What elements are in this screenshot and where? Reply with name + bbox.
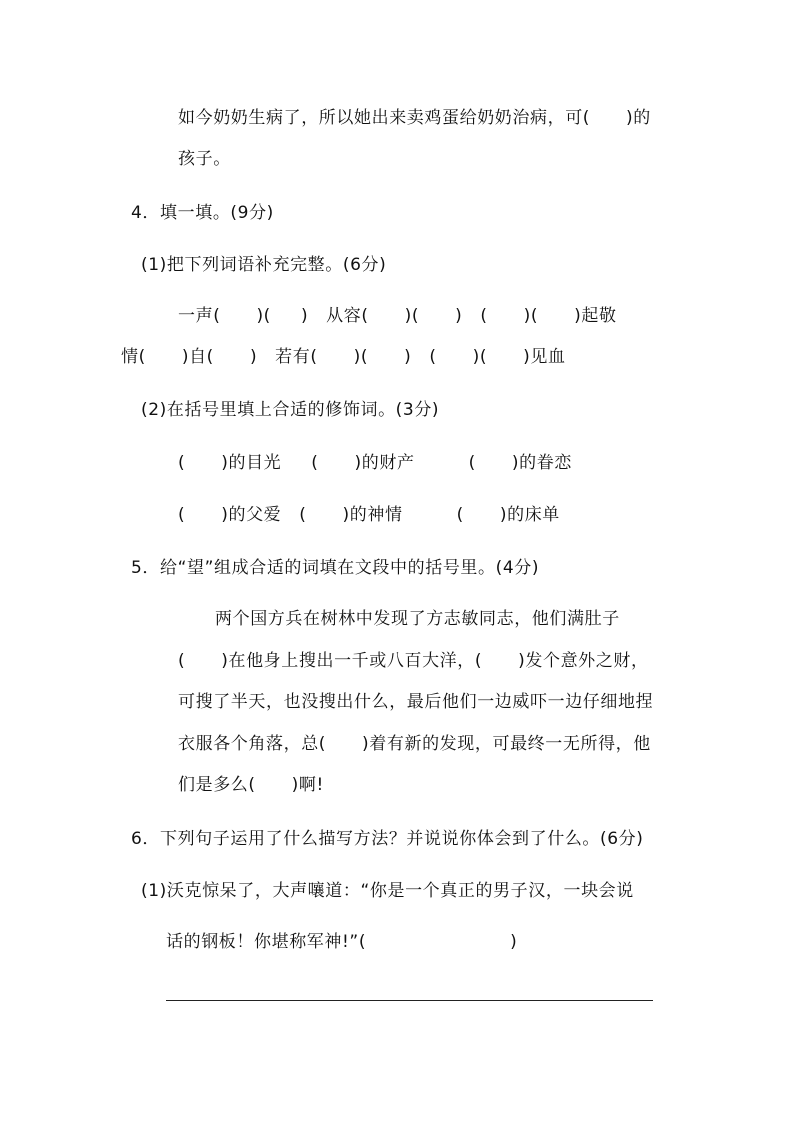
paragraph-line: 可搜了半天，也没搜出什么，最后他们一边威吓一边仔细地捏 — [178, 692, 654, 712]
text-line: 孩子。 — [178, 149, 231, 169]
question-4-2-title: (2)在括号里填上合适的修饰词。(3分) — [141, 400, 440, 420]
answer-blank-line[interactable] — [166, 1000, 653, 1001]
question-6-1-line: 话的钢板！你堪称军神!”( ) — [166, 932, 518, 952]
paragraph-line: 两个国方兵在树林中发现了方志敏同志，他们满肚子 — [215, 609, 620, 629]
question-6-1-line: (1)沃克惊呆了，大声嚷道：“你是一个真正的男子汉，一块会说 — [141, 881, 634, 901]
question-5-title: 5．给“望”组成合适的词填在文段中的括号里。(4分) — [131, 558, 540, 578]
fill-row: 情( )自( ) 若有( )( ) ( )( )见血 — [121, 347, 566, 367]
fill-row: ( )的父爱 ( )的神情 ( )的床单 — [178, 505, 560, 525]
question-4-title: 4．填一填。(9分) — [131, 203, 274, 223]
fill-row: ( )的目光 ( )的财产 ( )的眷恋 — [178, 453, 572, 473]
question-4-1-title: (1)把下列词语补充完整。(6分) — [141, 255, 387, 275]
fill-row: 一声( )( ) 从容( )( ) ( )( )起敬 — [178, 306, 617, 326]
paragraph-line: 们是多么( )啊! — [178, 775, 324, 795]
paragraph-line: 衣服各个角落，总( )着有新的发现，可最终一无所得，他 — [178, 734, 651, 754]
question-6-title: 6．下列句子运用了什么描写方法？并说说你体会到了什么。(6分) — [131, 829, 644, 849]
paragraph-line: ( )在他身上搜出一千或八百大洋，( )发个意外之财， — [178, 651, 649, 671]
text-line: 如今奶奶生病了，所以她出来卖鸡蛋给奶奶治病，可( )的 — [178, 108, 651, 128]
